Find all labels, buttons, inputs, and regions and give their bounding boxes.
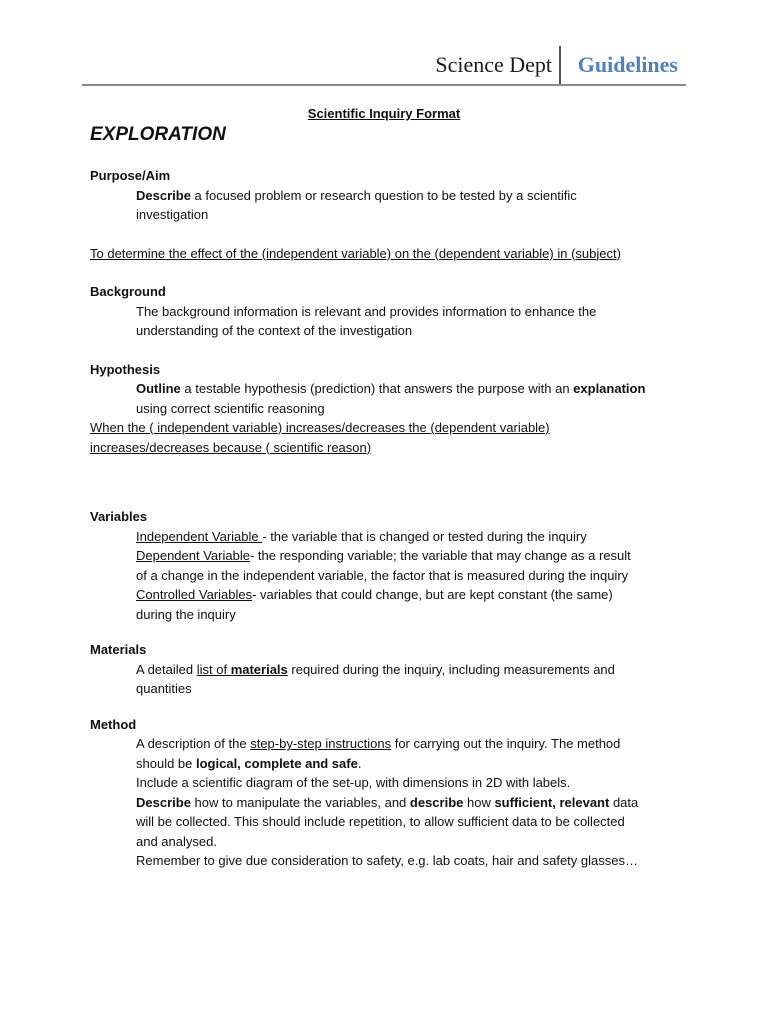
purpose-line-2: investigation xyxy=(136,207,209,222)
header-separator xyxy=(559,46,561,84)
materials-heading: Materials xyxy=(90,642,147,657)
dependent-variable-line xyxy=(136,546,690,566)
header-rule xyxy=(82,84,686,86)
controlled-variables-label: Controlled Variables xyxy=(136,587,253,602)
controlled-variables-line-2: during the inquiry xyxy=(136,606,236,622)
materials-line-2: quantities xyxy=(136,681,192,696)
method-line-3: Include a scientific diagram of the set-up, with dimensions in 2D with labels. xyxy=(136,775,571,790)
method-l4-sufficient: sufficient, relevant xyxy=(494,794,610,810)
method-l1-post: for carrying out the inquiry. The method xyxy=(391,736,621,751)
method-l4-mid-2: how xyxy=(463,794,495,810)
method-l4-describe-2: describe xyxy=(409,794,464,810)
materials-list-link xyxy=(197,662,288,677)
materials-pre: A detailed xyxy=(136,661,197,677)
header-dept: Science Dept xyxy=(435,52,552,77)
dependent-variable-line-2: of a change in the independent variable, the factor that is measured during the inquiry xyxy=(136,567,629,583)
independent-variable-line xyxy=(136,527,690,547)
dependent-variable-text: - the responding variable; the variable that may change as a result xyxy=(249,548,631,563)
method-line-4 xyxy=(136,793,690,813)
materials-bold: materials xyxy=(230,661,288,677)
method-l4-mid-1: how to manipulate the variables, and xyxy=(190,794,410,810)
hypothesis-outline: Outline xyxy=(136,381,181,396)
controlled-variables-text: - variables that could change, but are kept constant (the same) xyxy=(252,587,613,602)
purpose-line-1 xyxy=(136,186,690,206)
materials-post: required during the inquiry, including measurements and xyxy=(287,661,615,677)
method-l2-pre: should be xyxy=(136,755,196,771)
materials-list-of: list of xyxy=(196,661,231,677)
method-line-5: will be collected. This should include repetition, to allow sufficient data to be collected xyxy=(136,814,625,829)
method-l4-post: data xyxy=(609,794,639,810)
purpose-line-1-text: a focused problem or research question to be tested by a scientific xyxy=(190,187,577,203)
materials-line-1 xyxy=(136,660,690,680)
document-title: Scientific Inquiry Format xyxy=(307,106,461,121)
hypothesis-example-2: increases/decreases because ( scientific reason) xyxy=(90,439,372,455)
variables-heading: Variables xyxy=(90,509,148,524)
method-l1-pre: A description of the xyxy=(136,736,251,751)
hypothesis-example-1: When the ( independent variable) increases/decreases the (dependent variable) xyxy=(90,420,550,435)
method-l4-describe-1: Describe xyxy=(136,794,191,810)
method-line-7: Remember to give due consideration to safety, e.g. lab coats, hair and safety glasses… xyxy=(136,853,638,868)
purpose-heading: Purpose/Aim xyxy=(90,168,171,183)
independent-variable-label: Independent Variable xyxy=(136,528,263,544)
purpose-example: To determine the effect of the (independent variable) on the (dependent variable) in (subject) xyxy=(90,245,621,261)
method-line-6: and analysed. xyxy=(136,833,217,849)
hypothesis-line-1 xyxy=(136,379,690,399)
method-line-2 xyxy=(136,754,690,774)
method-l2-bold: logical, complete and safe xyxy=(196,755,358,771)
page-header xyxy=(82,42,686,86)
method-l2-post: . xyxy=(357,755,362,771)
hypothesis-line-1-text: a testable hypothesis (prediction) that answers the purpose with an xyxy=(180,381,574,396)
header-guidelines: Guidelines xyxy=(577,52,678,77)
dependent-variable-label: Dependent Variable xyxy=(136,548,250,563)
background-heading: Background xyxy=(90,284,166,299)
method-step-by-step: step-by-step instructions xyxy=(250,736,392,751)
controlled-variables-line xyxy=(136,585,690,605)
hypothesis-explanation: explanation xyxy=(573,381,646,396)
method-heading: Method xyxy=(90,716,137,732)
independent-variable-text: - the variable that is changed or tested during the inquiry xyxy=(262,528,587,544)
method-line-1 xyxy=(136,734,690,754)
background-line-1: The background information is relevant and provides information to enhance the xyxy=(136,303,597,319)
hypothesis-line-2: using correct scientific reasoning xyxy=(136,400,325,416)
background-line-2: understanding of the context of the investigation xyxy=(136,323,413,338)
document-body xyxy=(90,166,690,871)
hypothesis-heading: Hypothesis xyxy=(90,361,161,377)
section-heading-exploration: EXPLORATION xyxy=(90,124,226,145)
purpose-describe: Describe xyxy=(136,187,191,203)
